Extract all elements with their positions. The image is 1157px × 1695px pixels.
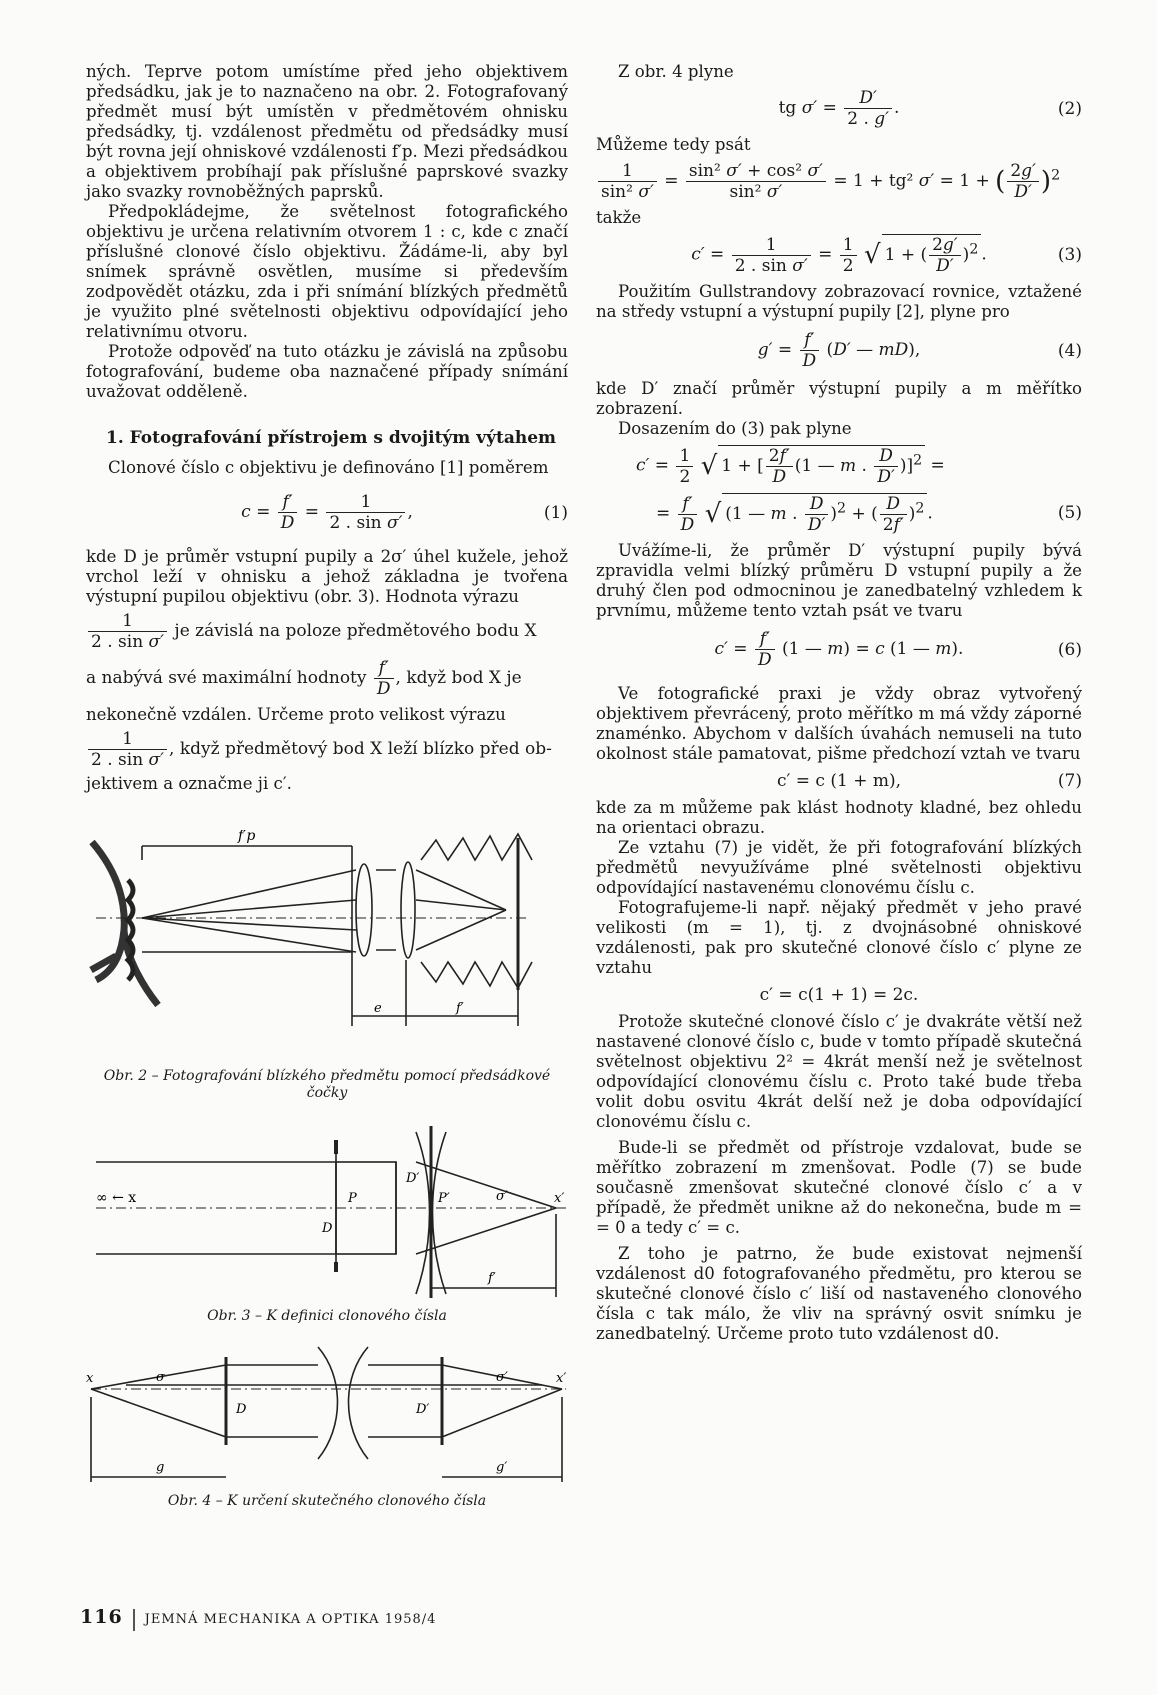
figure-label: ∞ ← x — [96, 1190, 137, 1206]
paragraph: kde D′ značí průměr výstupní pupily a m měřítko zobrazení. — [596, 379, 1082, 418]
figure-label: x′ — [556, 1371, 567, 1386]
figure-label: f′ — [456, 1001, 464, 1016]
equation-unnumbered: $\frac{1}{\text{sin² σ′}}$ = $\frac{\text{sin² σ′ + cos² σ′}}{\text{sin² σ′}}$ = 1 + tg² σ′ = 1 + ( $\frac{2g'}{D'}$ )$^2$ — [596, 161, 1082, 202]
paragraph: , když předmětový bod X leží blízko před ob- — [169, 739, 552, 759]
page-footer — [80, 1606, 436, 1631]
paragraph: jektivem a označme ji c′. — [86, 774, 292, 793]
equation-text: c′ = c (1 + m), — [776, 771, 901, 791]
equation-number: (3) — [1057, 245, 1082, 265]
paragraph: Clonové číslo c objektivu je definováno [1] poměrem — [108, 458, 549, 477]
paragraph: Protože skutečné clonové číslo c′ je dvakráte větší než nastavené clonové číslo c, bude v tomto případě skutečná světelnost objektivu 2² = 4krát menší než je světelnost odpovídající clonovému číslu c. Proto také bude třeba volit dobu osvitu 4krát delší než je doba odpovídající clonovému číslu c. — [596, 1012, 1082, 1131]
page-number: 116 — [80, 1606, 123, 1628]
equation-number: (4) — [1057, 340, 1082, 361]
figure-2 — [86, 830, 568, 1060]
left-column — [86, 62, 568, 1510]
paragraph: kde za m můžeme pak klást hodnoty kladné, bez ohledu na orientaci obrazu. — [596, 798, 1082, 837]
paragraph: Z toho je patrno, že bude existovat nejmenší vzdálenost d0 fotografovaného předmětu, pro kterou se skutečné clonové číslo c′ liší od nastaveného clonového čísla c tak málo, že vliv na správný osvit snímku je zanedbatelný. Určeme proto tuto vzdálenost d0. — [596, 1244, 1082, 1343]
paragraph: je závislá na poloze předmětového bodu X — [174, 621, 537, 641]
equation-number: (5) — [1057, 502, 1082, 523]
equation-number: (2) — [1057, 98, 1082, 119]
equation-2: tg σ′ = $\frac{D'}{2 . g'}$ . (2) — [778, 88, 1082, 129]
figure-label: e — [374, 1001, 382, 1016]
paragraph: Ze vztahu (7) je vidět, že při fotografování blízkých předmětů nevyužíváme plné světelnosti objektivu odpovídající nastavenému clonovému číslu c. — [596, 838, 1082, 897]
figure-label: g — [156, 1460, 165, 1475]
inline-expression: $\frac{1}{\text{2 . sin σ′}}$ je závislá na poloze předmětového bodu X — [86, 611, 568, 652]
figure-label: f′p — [238, 830, 256, 844]
section-heading: 1. Fotografování přístrojem s dvojitým výtahem — [106, 428, 556, 448]
equation-number: (1) — [543, 502, 568, 523]
paragraph: Fotografujeme-li např. nějaký předmět v jeho pravé velikosti (m = 1), tj. z dvojnásobné ohniskové vzdálenosti, pak pro skutečné clonové číslo c′ plyne ze vztahu — [596, 898, 1082, 977]
paragraph: Předpokládejme, že světelnost fotografického objektivu je určena relativním otvorem 1 : c, kde c značí příslušné clonové číslo objektivu. Žádáme-li, aby byl snímek správně osvětlen, musíme si především zodpovědět otázku, zda i při snímání blízkých předmětů je využito plné světelnosti objektivu odpovídající jeho relativnímu otvoru. — [86, 202, 568, 341]
equation-1: c = $\frac{f'}{D}$ = $\frac{1}{\text{2 . sin σ′}}$ , (1) — [241, 492, 568, 533]
equation-6: c′ = $\frac{f'}{D}$ (1 — m) = c (1 — m). (6) — [714, 629, 1082, 670]
footer-divider — [133, 1609, 135, 1631]
equation-4: g′ = $\frac{f'}{D}$ (D′ — mD), (4) — [757, 330, 1082, 371]
right-column — [596, 62, 1082, 1344]
paragraph: Uvážíme-li, že průměr D′ výstupní pupily bývá zpravidla velmi blízký průměru D vstupní pupily a že druhý člen pod odmocninou je zanedbatelný vzhledem k prvnímu, můžeme tento vztah psát ve tvaru — [596, 541, 1082, 620]
paragraph: ných. Teprve potom umístíme před jeho objektivem předsádku, jak je to naznačeno na obr. 2. Fotografovaný předmět musí být umístěn v předmětovém ohnisku předsádky, tj. vzdálenost předmětu od předsádky musí být rovna její ohniskové vzdálenosti f′p. Mezi předsádkou a objektivem probíhají pak příslušné paprskové svazky jako svazky rovnoběžných paprsků. — [86, 62, 568, 201]
paragraph: Dosazením do (3) pak plyne — [618, 419, 852, 438]
inline-expression: a nabývá své maximální hodnoty $\frac{f'}{D}$ , když bod X je — [86, 658, 522, 699]
paragraph: a nabývá své maximální hodnoty — [86, 668, 367, 688]
paragraph: kde D je průměr vstupní pupily a 2σ′ úhel kužele, jehož vrchol leží v ohnisku a jehož základna je tvořena výstupní pupilou objektivu (obr. 3). Hodnota výrazu — [86, 547, 568, 606]
journal-name: JEMNÁ MECHANIKA A OPTIKA 1958/4 — [144, 1612, 437, 1627]
figure-caption: Obr. 3 – K definici clonového čísla — [207, 1308, 447, 1324]
figure-label: x — [86, 1371, 94, 1386]
equation-3: c′ = $\frac{1}{\text{2 . sin σ′}}$ = $\frac{1}{2}$ √ 1 + ( $\frac{2g'}{D'}$ )$^2$ . (3) — [691, 234, 1082, 276]
figure-label: D′ — [416, 1402, 430, 1417]
paragraph: Můžeme tedy psát — [596, 135, 751, 154]
inline-expression: $\frac{1}{\text{2 . sin σ′}}$ , když předmětový bod X leží blízko před ob- — [86, 729, 568, 770]
paragraph: takže — [596, 208, 642, 227]
figure-3 — [86, 1122, 568, 1302]
figure-caption: Obr. 4 – K určení skutečného clonového čísla — [167, 1493, 487, 1509]
figure-label: g′ — [496, 1460, 508, 1475]
figure-label: D — [236, 1402, 247, 1417]
figure-label: f′ — [488, 1271, 496, 1286]
figure-label: x′ — [554, 1191, 565, 1206]
figure-label: D′ — [406, 1171, 420, 1186]
equation-7 — [596, 770, 1082, 792]
equation-unnumbered: c′ = c(1 + 1) = 2c. — [759, 985, 919, 1005]
figure-label: σ′ — [496, 1370, 508, 1385]
figure-label: σ′ — [496, 1189, 508, 1204]
equation-5: c′ = $\frac{1}{2}$ √ 1 + [ $\frac{2f'}{D}$ (1 — m . $\frac{D}{D'}$ )]$^2$ = = $\frac{f'}{D}$ √ (1 — m . $\frac{D}{D'}$ )$^2$ + ( $\frac{D}{2f'}$ )$^2$ . (5) — [636, 445, 1082, 535]
figure-caption: Obr. 2 – Fotografování blízkého předmětu pomocí předsádkové čočky — [103, 1068, 551, 1101]
figure-label: P′ — [438, 1191, 450, 1206]
figure-label: σ — [156, 1370, 165, 1385]
paragraph: Z obr. 4 plyne — [618, 62, 734, 81]
paragraph: Ve fotografické praxi je vždy obraz vytvořený objektivem převrácený, proto měřítko m má vždy záporné znaménko. Abychom v dalších úvahách nemuseli na tuto okolnost stále pamatovat, pišme předchozí vztah ve tvaru — [596, 684, 1082, 763]
equation-number: (7) — [1057, 771, 1082, 791]
paragraph: Bude-li se předmět od přístroje vzdalovat, bude se měřítko zobrazení m zmenšovat. Podle (7) se bude současně zmenšovat skutečné clonové číslo c′ a v případě, že předmět unikne až do nekonečna, bude m = = 0 a tedy c′ = c. — [596, 1138, 1082, 1237]
paragraph: nekonečně vzdálen. Určeme proto velikost výrazu — [86, 705, 506, 724]
figure-4 — [86, 1337, 568, 1487]
paragraph: Použitím Gullstrandovy zobrazovací rovnice, vztažené na středy vstupní a výstupní pupily [2], plyne pro — [596, 282, 1082, 321]
equation-number: (6) — [1057, 639, 1082, 660]
figure-label: P — [348, 1191, 357, 1206]
paragraph: Protože odpověď na tuto otázku je závislá na způsobu fotografování, budeme oba naznačené případy snímání uvažovat odděleně. — [86, 342, 568, 401]
figure-label: D — [322, 1221, 333, 1236]
paragraph: , když bod X je — [395, 668, 522, 688]
